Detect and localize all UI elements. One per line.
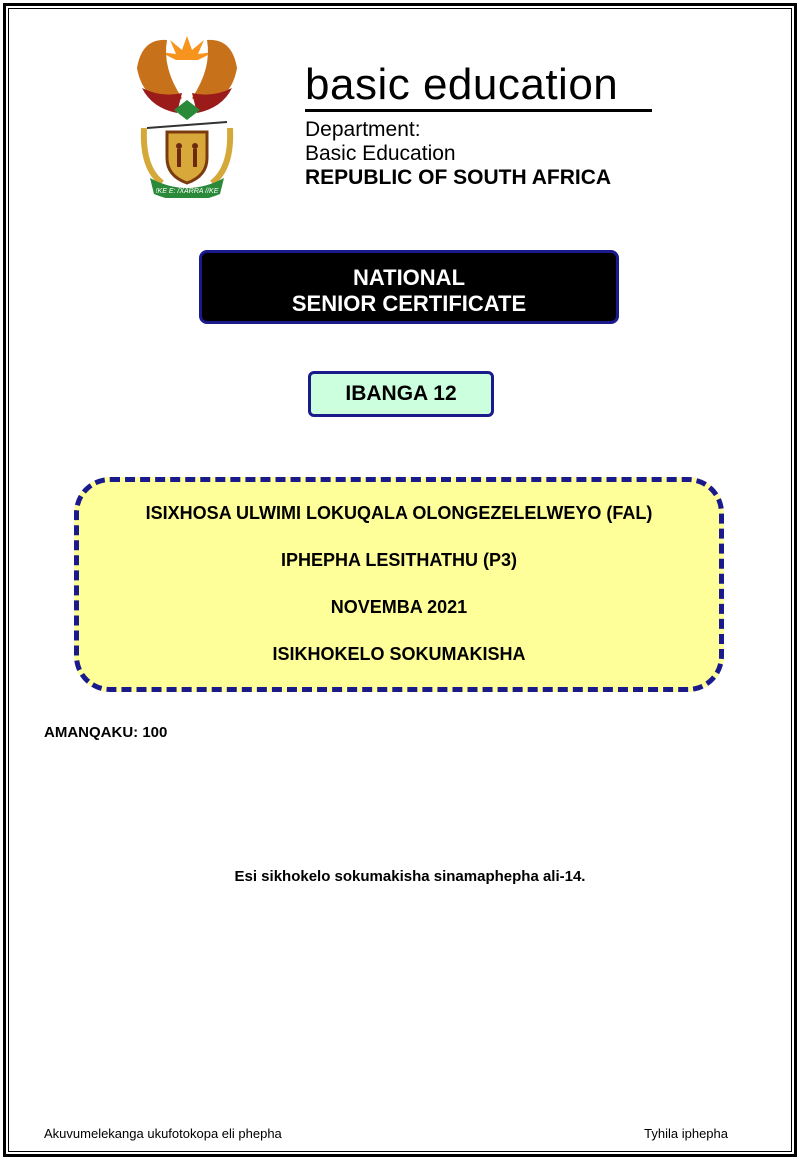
country-label: REPUBLIC OF SOUTH AFRICA [305,166,612,189]
department-line-1: Department: [305,118,421,141]
subject-box [74,477,724,692]
department-line-2: Basic Education [305,142,456,165]
total-marks: AMANQAKU: 100 [44,724,168,741]
brand-divider [305,109,652,112]
subject-title: ISIXHOSA ULWIMI LOKUQALA OLONGEZELELWEYO (FAL) [145,503,653,523]
exam-date: NOVEMBA 2021 [330,597,468,617]
footer-copy-notice: Akuvumelekanga ukufotokopa eli phepha [44,1126,282,1141]
document-type: ISIKHOKELO SOKUMAKISHA [272,644,526,664]
page-count-note: Esi sikhokelo sokumakisha sinamaphepha ali-14. [234,868,586,885]
coat-of-arms-logo [132,28,242,198]
footer-turn-page: Tyhila iphepha [644,1126,728,1141]
brand-title: basic education [305,60,619,109]
banner-line-1: NATIONAL [352,265,466,290]
paper-label: IPHEPHA LESITHATHU (P3) [280,550,517,570]
banner-line-2: SENIOR CERTIFICATE [291,291,527,316]
coat-of-arms-motto: !KE E: /XARRA //KE [155,188,219,195]
certificate-banner [199,250,619,324]
department-label [305,118,456,166]
grade-badge: IBANGA 12 [308,371,494,417]
